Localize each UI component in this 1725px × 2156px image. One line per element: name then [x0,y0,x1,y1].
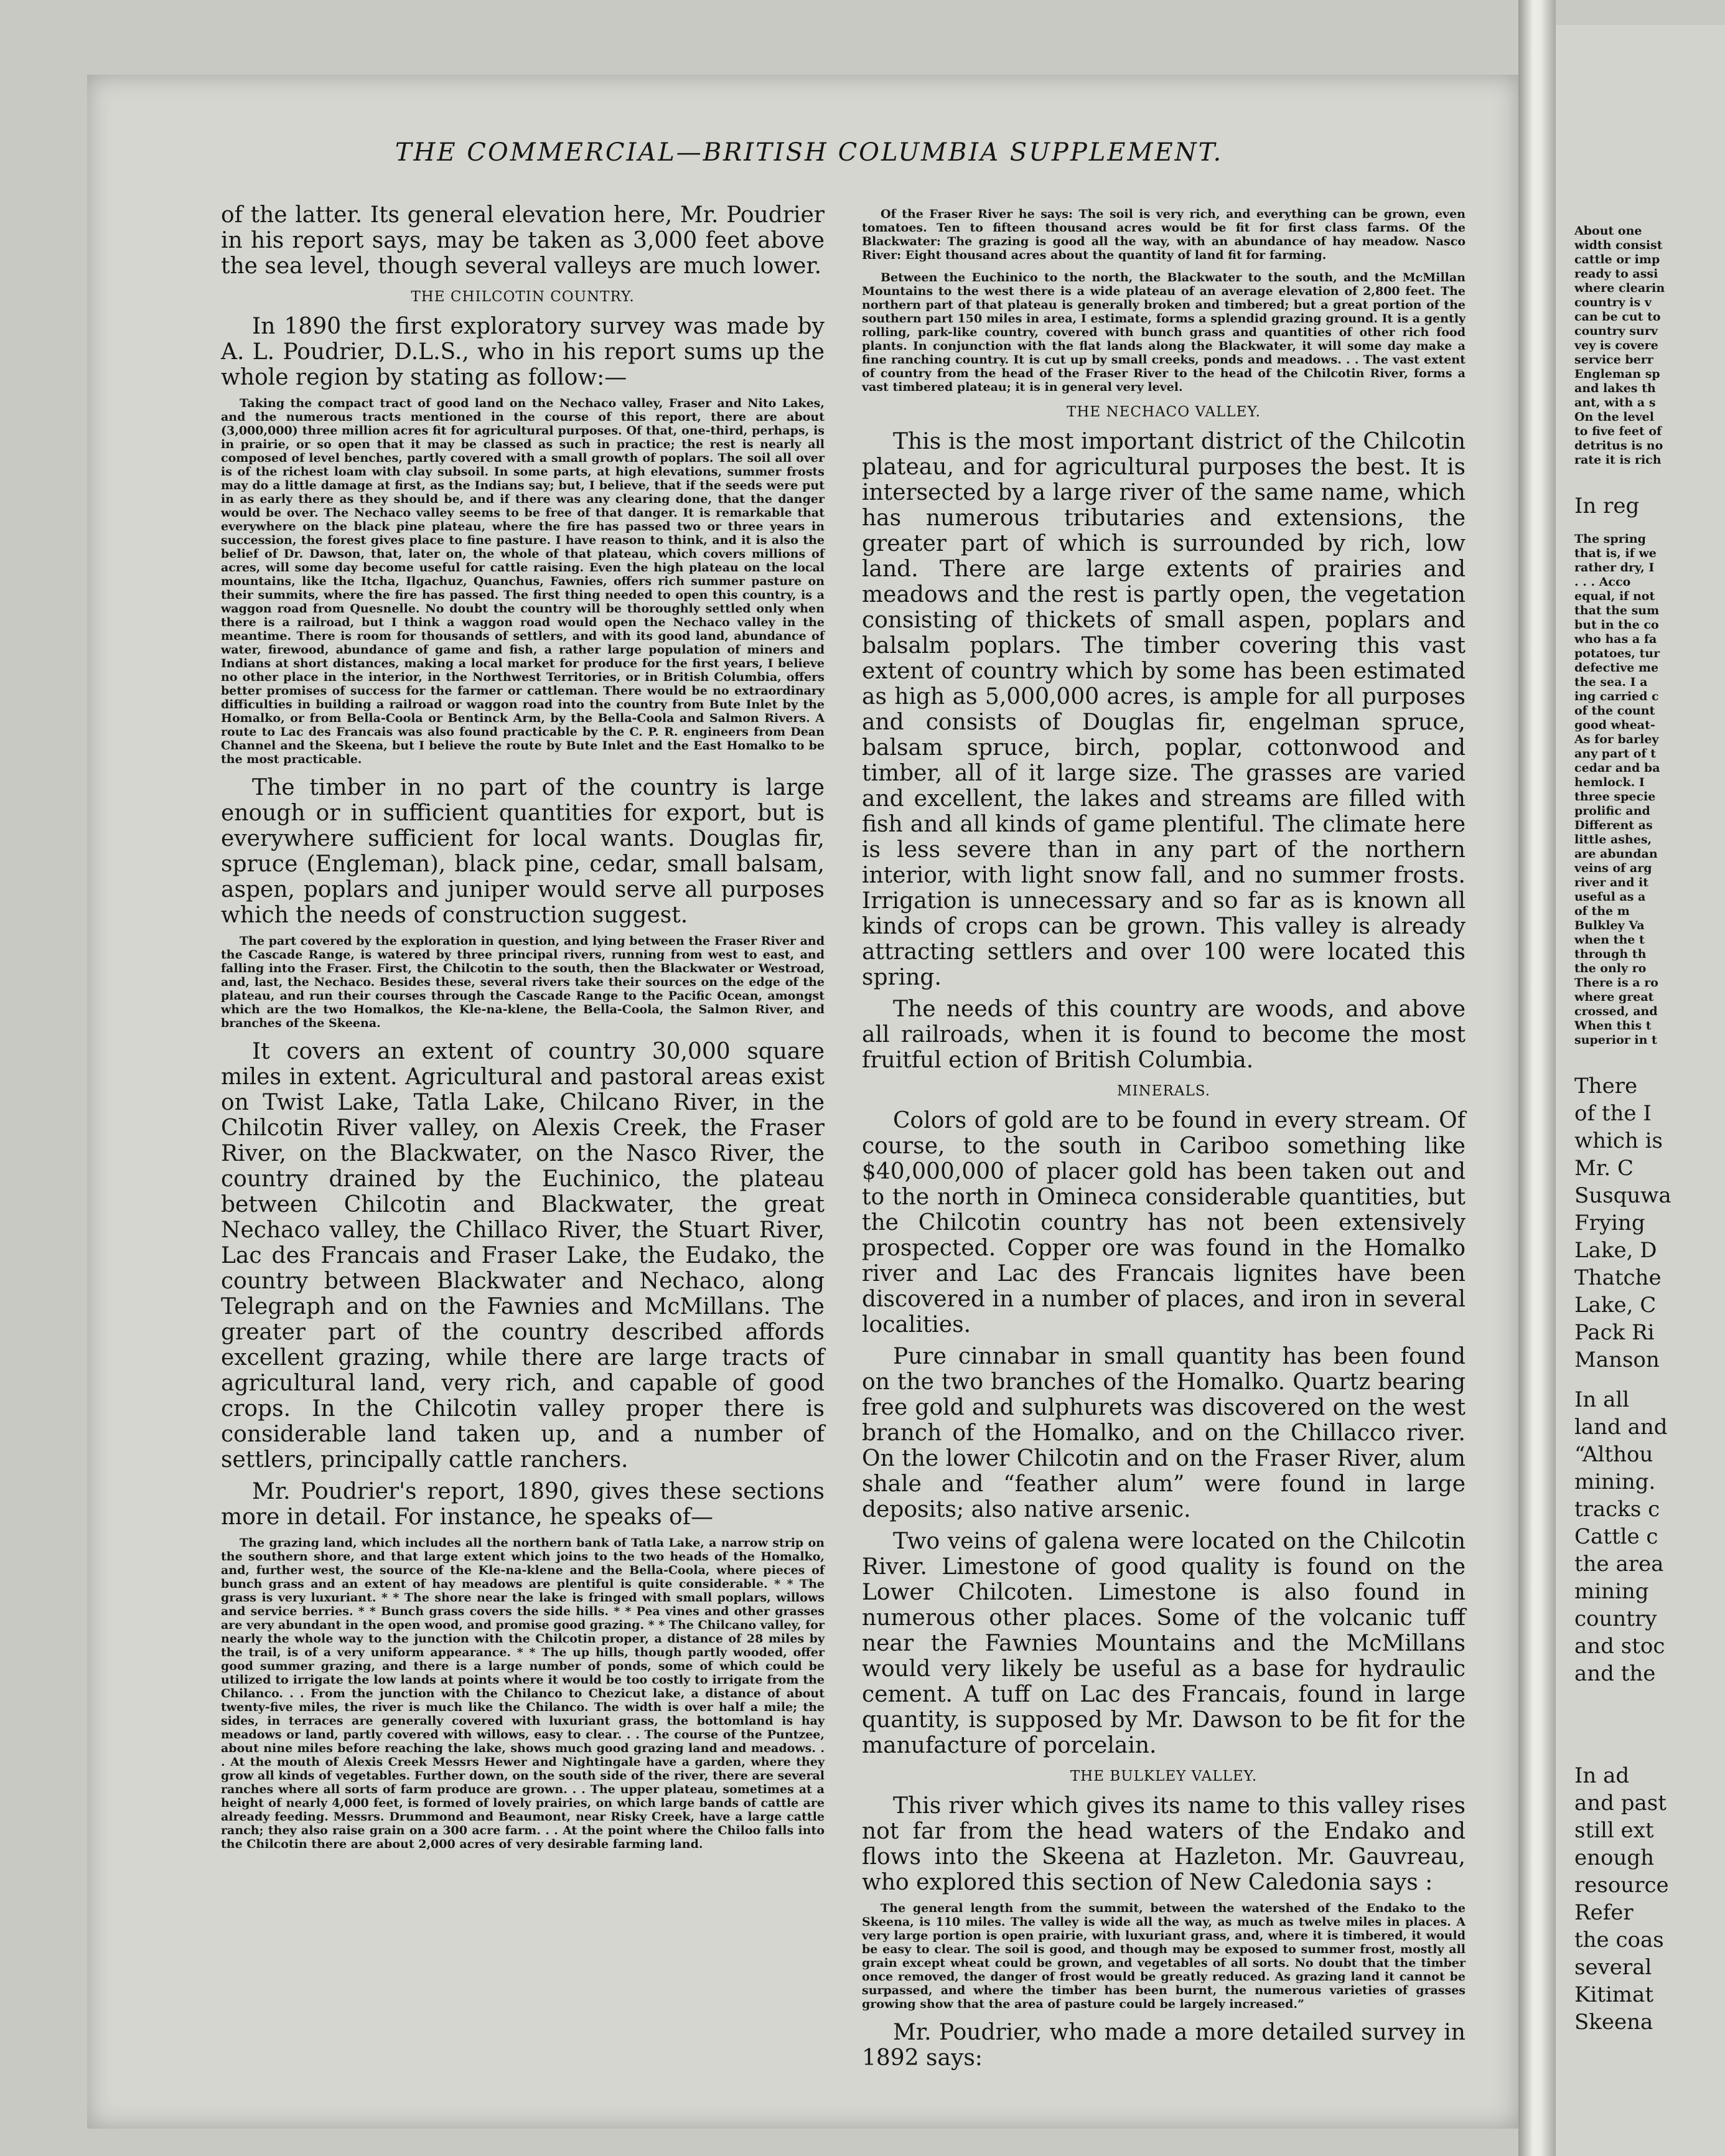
fragment-line: who has a fa [1574,632,1657,646]
fragment-line: which is [1574,1128,1663,1153]
fragment-line: when the t [1574,933,1645,947]
fragment-line: prolific and [1574,804,1650,818]
fragment-line: to five feet of [1574,424,1662,438]
fragment-line: Susquwa [1574,1183,1671,1208]
fragment-line: several [1574,1955,1652,1980]
fragment-line: vey is covere [1574,339,1658,352]
fragment-line: Mr. C [1574,1156,1634,1181]
fragment-line: Manson [1574,1348,1660,1372]
fragment-line: ready to assi [1574,267,1658,281]
fragment-line: Refer [1574,1900,1634,1925]
paragraph: This river which gives its name to this valley rises not far from the head waters of the Endako and flows into the Skeena at Hazleton. Mr. Gauvreau, who explored this section of New Caledonia says : [862,1793,1466,1895]
fragment-line: Frying [1574,1211,1645,1235]
fragment-line: crossed, and [1574,1005,1658,1018]
quote-block: The grazing land, which includes all the northern bank of Tatla Lake, a narrow strip on the southern shore, and that large extent which joins to the two heads of the Homalko, and, further west, the source of the Kle-na-klene and the Bella-Coola, where pieces of bunch grass and an extent of hay meadows are plentiful is quite considerable. * * The grass is very luxuriant. * * The shore near the lake is fringed with small poplars, willows and service berries. * * Bunch grass covers the side hills. * * Pea vines and other grasses are very abundant in the open wood, and promise good grazing. * * The Chilcano valley, for nearly the whole way to the junction with the Chilcotin proper, a distance of 28 miles by the trail, is of a very uniform appearance. * * The up hills, though partly wooded, offer good summer grazing, and there is a large number of ponds, some of which could be utilized to irrigate the low lands at points where it would be too costly to irrigate from the Chilanco. . . From the junction with the Chilanco to Chezicut lake, a distance of about twenty-five miles, the river is much like the Chilanco. The width is over half a mile; the sides, in terraces are generally covered with luxuriant grass, the bottomland is hay meadows or land, partly covered with willows, easy to clear. . . The course of the Puntzee, about nine miles before reaching the lake, shows much good grazing land and meadows. . . At the mouth of Alexis Creek Messrs Hewer and Nightingale have a garden, where they grow all kinds of vegetables. Further down, on the south side of the river, there are several ranches where all sorts of farm produce are grown. . . The upper plateau, sometimes at a height of nearly 4,000 feet, is formed of lovely prairies, on which large bands of cattle are already feeding. Messrs. Drummond and Beaumont, near Risky Creek, have a large cattle ranch; they also raise grain on a 300 acre farm. . . At the point where the Chiloo falls into the Chilcotin there are about 2,000 acres of very desirable farming land. [221,1536,825,1851]
fragment-line: About one [1574,224,1642,238]
fragment-line: hemlock. I [1574,776,1645,789]
fragment-line: cedar and ba [1574,761,1660,775]
fragment-line: good wheat- [1574,718,1655,732]
fragment-line: veins of arg [1574,861,1652,875]
fragment-line: and lakes th [1574,382,1656,395]
fragment-line: still ext [1574,1818,1654,1843]
paragraph: Two veins of galena were located on the Chilcotin River. Limestone of good quality is found on the Lower Chilcoten. Limestone is also found in numerous other places. Some of the volcanic tuff near the Fawnies Mountains and the McMillans would very likely be useful as a base for hydraulic cement. A tuff on Lac des Francais, found in large quantity, is supposed by Mr. Dawson to be fit for the manufacture of porcelain. [862,1529,1466,1758]
middle-column [862,202,1466,2077]
paragraph: Mr. Poudrier, who made a more detailed survey in 1892 says: [862,2020,1466,2071]
fragment-line: In ad [1574,1763,1630,1788]
fragment-line: There [1574,1074,1638,1099]
fragment-line: Different as [1574,818,1653,832]
fragment-line: of the m [1574,904,1630,918]
paragraph: Mr. Poudrier's report, 1890, gives these sections more in detail. For instance, he speaks of— [221,1479,825,1530]
fragment-line: Skeena [1574,2010,1653,2035]
quote-block: Of the Fraser River he says: The soil is very rich, and everything can be grown, even tomatoes. Ten to fifteen thousand acres would be fit for first class farms. Of the Blackwater: The grazing is good all the way, with an abundance of hay meadow. Nasco River: Eight thousand acres about the quantity of land fit for farming. [862,207,1466,262]
fragment-line: the only ro [1574,962,1647,975]
paragraph: It covers an extent of country 30,000 square miles in extent. Agricultural and pastoral areas exist on Twist Lake, Tatla Lake, Chilcano River, in the Chilcotin River valley, on Alexis Creek, the Fraser River, on the Blackwater, on the Nasco River, the country drained by the Euchinico, the plateau between Chilcotin and Blackwater, the great Nechaco valley, the Chillaco River, the Stuart River, Lac des Francais and Fraser Lake, the Eudako, the country between Blackwater and Nechaco, along Telegraph and on the Fawnies and McMillans. The greater part of the country described affords excellent grazing, while there are large tracts of agricultural land, very rich, and capable of good crops. In the Chilcotin valley proper there is considerable land taken up, and a number of settlers, principally cattle ranchers. [221,1039,825,1473]
fragment-line: defective me [1574,661,1659,675]
fragment-line: tracks c [1574,1497,1660,1522]
fragment-small-text-mid [1556,532,1725,1048]
fragment-line: superior in t [1574,1033,1657,1047]
fragment-line: Pack Ri [1574,1320,1655,1345]
fragment-line: rate it is rich [1574,453,1662,467]
paragraph: The needs of this country are woods, and above all railroads, when it is found to become the most fruitful ection of British Columbia. [862,996,1466,1073]
fragment-line: Lake, D [1574,1238,1657,1263]
fragment-line: equal, if not [1574,589,1655,603]
quote-block: The part covered by the exploration in question, and lying between the Fraser River and the Cascade Range, is watered by three principal rivers, running from west to east, and falling into the Fraser. First, the Chilcotin to the south, then the Blackwater or Westroad, and, last, the Nechaco. Besides these, several rivers take their sources on the edge of the plateau, and run their courses through the Cascade Range to the Pacific Ocean, amongst which are the two Homalkos, the Kle-na-klene, the Bella-Coola, the Salmon River, and branches of the Skeena. [221,934,825,1030]
paragraph: This is the most important district of the Chilcotin plateau, and for agricultural purposes the best. It is intersected by a large river of the same name, which has numerous tributaries and extensions, the greater part of which is surrounded by rich, low land. There are large extents of prairies and meadows and the rest is partly open, the vegetation consisting of thickets of small aspen, poplars and balsalm poplars. The timber covering this vast extent of country which by some has been estimated as high as 5,000,000 acres, is ample for all purposes and consists of Douglas fir, engelman spruce, balsam spruce, birch, poplar, cottonwood and timber, all of it large size. The grasses are varied and excellent, the lakes and streams are filled with fish and all kinds of game plentiful. The climate here is less severe than in any part of the northern interior, with light snow fall, and no summer frosts. Irrigation is unnecessary and so far as is known all kinds of crops can be grown. This valley is already attracting settlers and over 100 were located this spring. [862,429,1466,990]
fragment-large-text-a [1556,1072,1725,1374]
fragment-line: where great [1574,990,1654,1004]
quote-block: Between the Euchinico to the north, the Blackwater to the south, and the McMillan Mountains to the west there is a wide plateau of an average elevation of 2,800 feet. The northern part of that plateau is generally broken and timbered; but a great portion of the southern part 150 miles in area, I estimate, forms a splendid grazing ground. It is a gently rolling, park-like country, covered with bunch grass and quantities of other rich food plants. In conjunction with the flat lands along the Blackwater, it will some day make a fine ranching country. It is cut up by small creeks, ponds and meadows. . . The vast extent of country from the head of the Fraser River to the head of the Chilcotin River, forms a vast timbered plateau; it is in general very level. [862,271,1466,394]
fragment-line: Thatche [1574,1265,1662,1290]
section-heading-chilcotin: THE CHILCOTIN COUNTRY. [411,289,635,305]
paragraph: of the latter. Its general elevation here, Mr. Poudrier in his report says, may be taken as 3,000 feet above the sea level, though several valleys are much lower. [221,202,825,279]
fragment-line: “Althou [1574,1442,1653,1467]
page-header: THE COMMERCIAL—BRITISH COLUMBIA SUPPLEMENT. [395,138,1223,167]
quote-block: Taking the compact tract of good land on the Nechaco valley, Fraser and Nito Lakes, and the numerous tracts mentioned in the course of this report, there are about (3,000,000) three million acres fit for agricultural purposes. Of that, one-third, perhaps, is in prairie, or so open that it may be classed as such in practice; the rest is nearly all composed of level benches, partly covered with a small growth of poplars. The soil all over is of the richest loam with clay subsoil. In some parts, at high elevations, summer frosts may do a little damage at first, as the Indians say; but, I believe, that if the seeds were put in as early there as they should be, and if there was any clearing done, that the danger would be over. The Nechaco valley seems to be free of that danger. It is remarkable that everywhere on the black pine plateau, where the fire has passed two or three years in succession, the forest gives place to fine pasture. I have reason to think, and it is also the belief of Dr. Dawson, that, later on, the whole of that plateau, which covers millions of acres, will some day become useful for cattle raising. Even the high plateau on the local mountains, like the Itcha, Ilgachuz, Quanchus, Fawnies, offers rich summer pasture on their summits, where the fire has passed. The first thing needed to open this country, is a waggon road from Quesnelle. No doubt the country will be thoroughly settled only when there is a railroad, but I think a waggon road would open the Nechaco valley in the meantime. There is room for thousands of settlers, and with its good land, abundance of water, firewood, abundance of game and fish, a rather large population of miners and Indians at short distances, making a local market for produce for the first years, I believe no other place in the interior, in the Northwest Territories, or in British Columbia, offers better promises of success for the farmer or cattleman. There would be no extraordinary difficulties in building a railroad or waggon road into the country from Bute Inlet by the Homalko, or from Bella-Coola or Bentinck Arm, by the Bella-Coola and Salmon Rivers. A route to Lac des Francais was also found practicable by the C. P. R. engineers from Dean Channel and the Skeena, but I believe the route by Bute Inlet and the East Homalko to be the most practicable. [221,396,825,766]
fragment-line: The spring [1574,532,1646,546]
fragment-line: river and it [1574,876,1649,889]
paragraph: Pure cinnabar in small quantity has been found on the two branches of the Homalko. Quartz bearing free gold and sulphurets was discovered on the west branch of the Homalko, and on the Chillacco river. On the lower Chilcotin and on the Fraser River, alum shale and “feather alum” were found in large deposits; also native arsenic. [862,1344,1466,1522]
fragment-line: mining [1574,1579,1649,1604]
fragment-large-text-b [1556,1386,1725,1687]
fragment-line: Lake, C [1574,1293,1657,1318]
fragment-line: that is, if we [1574,546,1657,560]
page-gutter [1518,0,1556,2156]
fragment-line: width consist [1574,238,1663,252]
fragment-line: . . . Acco [1574,575,1631,589]
fragment-line: land and [1574,1415,1668,1440]
fragment-line: In reg [1574,494,1640,518]
fragment-line: Cattle c [1574,1524,1658,1549]
fragment-line: the sea. I a [1574,675,1648,689]
fragment-line: resource [1574,1873,1669,1898]
paragraph: In 1890 the first exploratory survey was made by A. L. Poudrier, D.L.S., who in his report sums up the whole region by stating as follow:— [221,314,825,390]
fragment-line: that the sum [1574,604,1660,617]
fragment-line: are abundan [1574,847,1658,861]
fragment-line: There is a ro [1574,976,1658,990]
fragment-line: country [1574,1606,1657,1631]
fragment-line: ing carried c [1574,690,1659,703]
paragraph: The timber in no part of the country is large enough or in sufficient quantities for export, but is everywhere sufficient for local wants. Douglas fir, spruce (Engleman), black pine, cedar, small balsam, aspen, poplars and juniper would serve all purposes which the needs of construction suggest. [221,775,825,928]
fragment-line: As for barley [1574,733,1659,746]
fragment-line: little ashes, [1574,833,1652,846]
fragment-line: can be cut to [1574,310,1661,324]
fragment-line: enough [1574,1845,1655,1870]
fragment-large-text-c [1556,1762,1725,2036]
fragment-line: where clearin [1574,281,1665,295]
fragment-line: In all [1574,1387,1630,1412]
fragment-line: the area [1574,1552,1664,1577]
fragment-line: three specie [1574,790,1656,804]
fragment-line: Kitimat [1574,1982,1653,2007]
section-heading-minerals: MINERALS. [1117,1083,1210,1099]
fragment-line: country is v [1574,296,1652,309]
fragment-line: detritus is no [1574,439,1663,452]
fragment-line: potatoes, tur [1574,647,1660,660]
paragraph: Colors of gold are to be found in every stream. Of course, to the south in Cariboo something like $40,000,000 of placer gold has been taken out and to the north in Omineca considerable quantities, but the Chilcotin country has not been extensively prospected. Copper ore was found in the Homalko river and Lac des Francais lignites have been discovered in a number of places, and iron in several localities. [862,1108,1466,1338]
fragment-line: of the I [1574,1101,1652,1126]
fragment-line: any part of t [1574,747,1657,761]
fragment-line: of the count [1574,704,1655,718]
fragment-line: but in the co [1574,618,1659,632]
fragment-line: Bulkley Va [1574,919,1645,932]
section-heading-bulkley: THE BULKLEY VALLEY. [1070,1768,1258,1784]
quote-block: The general length from the summit, between the watershed of the Endako to the Skeena, is 110 miles. The valley is wide all the way, as much as twelve miles in places. A very large portion is open prairie, with luxuriant grass, and, where it is timbered, it would be easy to clear. The soil is good, and though may be exposed to summer frost, mostly all grain except wheat could be grown, and vegetables of all sorts. No doubt that the timber once removed, the danger of frost would be greatly reduced. As grazing land it cannot be surpassed, and where the timber has been burnt, the numerous varieties of grasses growing show that the area of pasture could be largely increased.” [862,1901,1466,2011]
fragment-line: country surv [1574,324,1658,338]
fragment-line: On the level [1574,410,1654,424]
fragment-line: the coas [1574,1928,1664,1952]
fragment-line: rather dry, I [1574,561,1655,574]
fragment-line: service berr [1574,353,1653,367]
fragment-line: cattle or imp [1574,253,1660,266]
section-heading-nechaco: THE NECHACO VALLEY. [1067,404,1261,420]
fragment-line: and the [1574,1661,1656,1686]
fragment-line: useful as a [1574,890,1646,904]
fragment-line: and past [1574,1791,1667,1816]
fragment-small-text-top [1556,224,1725,467]
adjacent-page-fragment [1556,25,1725,2156]
left-column [221,202,825,1860]
fragment-line: Engleman sp [1574,367,1660,381]
fragment-line: through th [1574,947,1647,961]
fragment-line: When this t [1574,1019,1652,1033]
fragment-line: and stoc [1574,1634,1665,1659]
fragment-line: mining. [1574,1469,1656,1494]
fragment-line: ant, with a s [1574,396,1656,410]
